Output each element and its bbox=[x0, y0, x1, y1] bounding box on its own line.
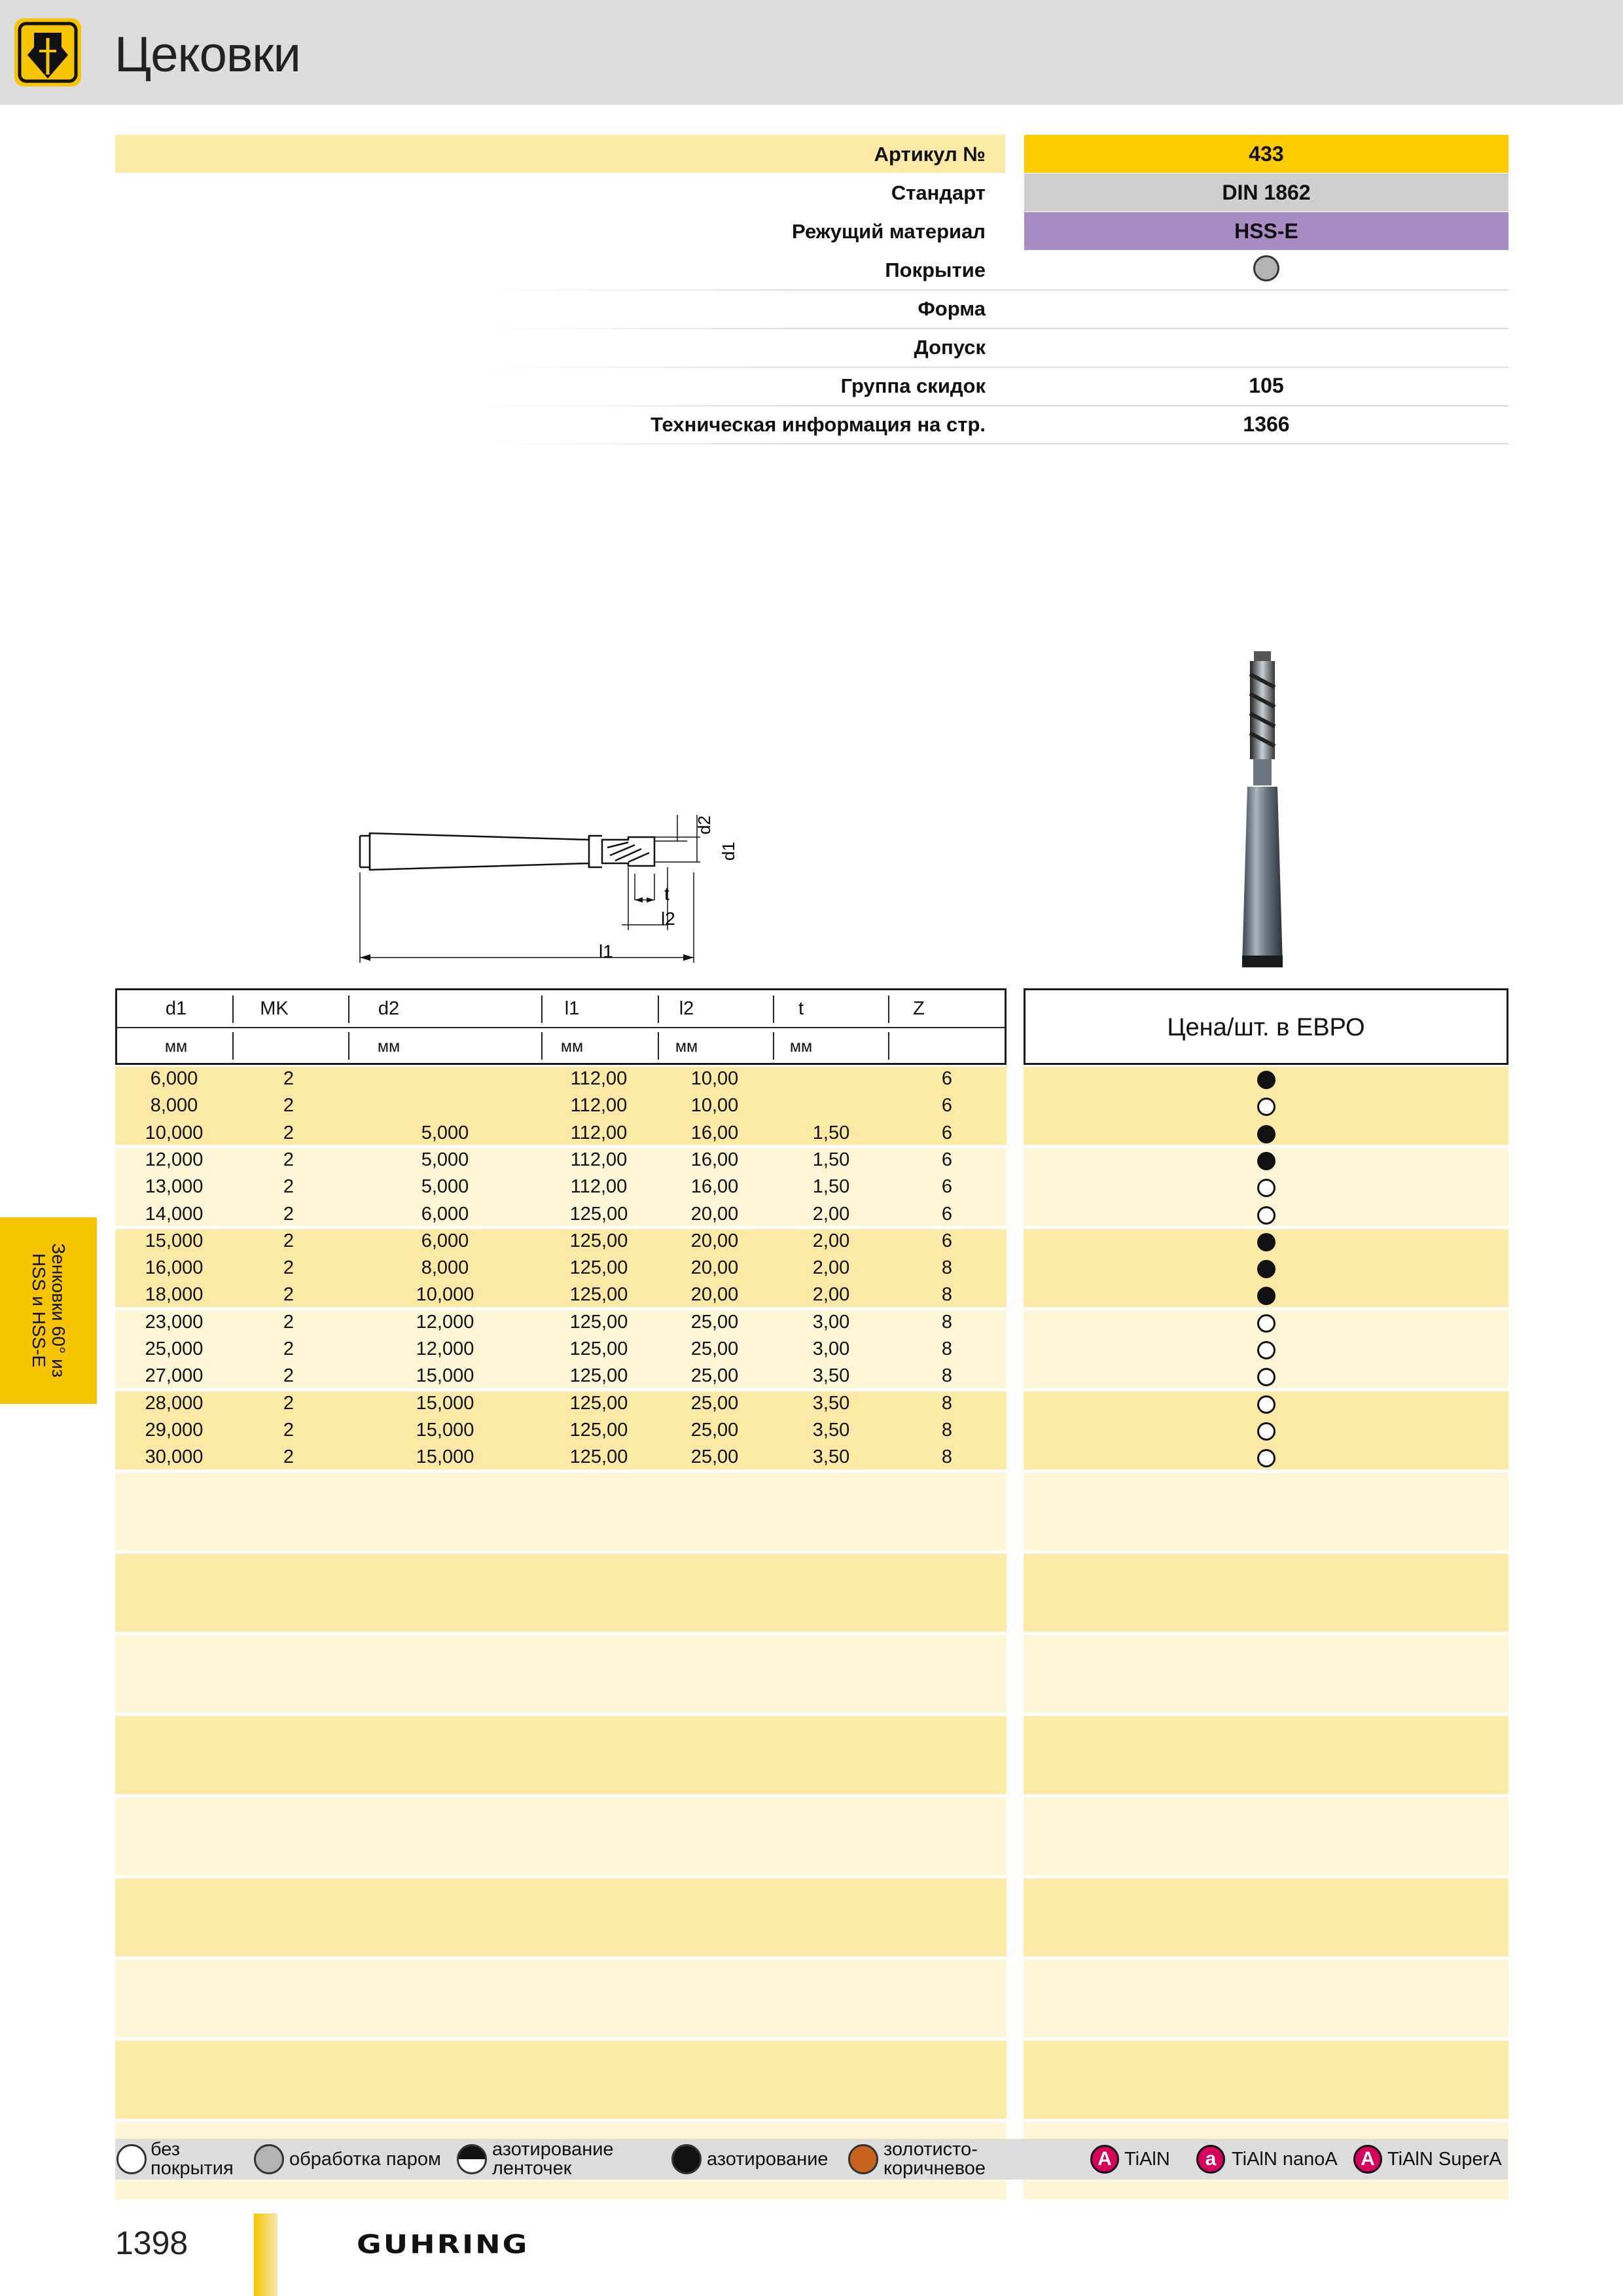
spec-value-tech-info: 1366 bbox=[1243, 412, 1290, 436]
price-band bbox=[1024, 1635, 1508, 1713]
cell-d2: 6,000 bbox=[421, 1203, 469, 1225]
cell-mk: 2 bbox=[283, 1068, 294, 1089]
spec-label-standard: Стандарт bbox=[891, 181, 986, 204]
cell-d1: 6,000 bbox=[150, 1068, 198, 1089]
cell-d2: 12,000 bbox=[416, 1311, 474, 1333]
spec-label-discount-group: Группа скидок bbox=[840, 374, 986, 397]
cell-d2: 15,000 bbox=[416, 1419, 474, 1441]
footer-accent-bar bbox=[254, 2214, 277, 2296]
availability-order-icon bbox=[1257, 1314, 1275, 1333]
availability-order-icon bbox=[1257, 1449, 1275, 1467]
spec-value-standard: DIN 1862 bbox=[1024, 173, 1508, 211]
coating-steam-icon bbox=[1253, 255, 1279, 281]
price-header-label: Цена/шт. в ЕВРО bbox=[1167, 1014, 1365, 1041]
cell-l1: 112,00 bbox=[570, 1068, 628, 1089]
tialn-supera-badge-icon: A bbox=[1353, 2145, 1382, 2174]
cell-z: 6 bbox=[941, 1068, 953, 1089]
tialn-nanoa-badge-icon: a bbox=[1196, 2145, 1225, 2174]
table-band bbox=[115, 1554, 1007, 1632]
cell-d1: 25,000 bbox=[145, 1338, 204, 1359]
price-band bbox=[1024, 2041, 1508, 2119]
cell-l1: 112,00 bbox=[570, 1122, 628, 1143]
spec-label-form: Форма bbox=[918, 297, 986, 320]
cell-l1: 125,00 bbox=[569, 1446, 628, 1468]
cell-mk: 2 bbox=[283, 1203, 294, 1225]
no-coating-icon bbox=[116, 2144, 147, 2174]
cell-z: 8 bbox=[941, 1392, 953, 1414]
cell-t: 3,00 bbox=[812, 1338, 850, 1359]
cell-z: 6 bbox=[941, 1122, 953, 1143]
product-photo bbox=[1217, 648, 1309, 975]
cell-l1: 125,00 bbox=[569, 1392, 628, 1414]
cell-z: 8 bbox=[941, 1446, 953, 1468]
legend-tialn: TiAlN bbox=[1124, 2149, 1170, 2170]
availability-order-icon bbox=[1257, 1179, 1275, 1197]
cell-l2: 25,00 bbox=[690, 1365, 739, 1387]
cell-l1: 125,00 bbox=[569, 1311, 628, 1333]
table-band bbox=[115, 1473, 1007, 1551]
spec-value-cutting-material: HSS-E bbox=[1024, 212, 1508, 250]
cell-mk: 2 bbox=[283, 1419, 294, 1441]
cell-l2: 20,00 bbox=[690, 1284, 739, 1306]
cell-mk: 2 bbox=[283, 1338, 294, 1359]
cell-mk: 2 bbox=[283, 1311, 294, 1333]
cell-t: 2,00 bbox=[812, 1257, 850, 1279]
cell-d2: 15,000 bbox=[416, 1365, 474, 1387]
cell-z: 6 bbox=[941, 1230, 953, 1251]
cell-d2: 5,000 bbox=[421, 1176, 469, 1198]
cell-d1: 16,000 bbox=[145, 1257, 204, 1279]
cell-l2: 25,00 bbox=[690, 1392, 739, 1414]
legend-gold-brown: золотисто- коричневое bbox=[883, 2139, 986, 2179]
cell-l2: 20,00 bbox=[690, 1230, 739, 1251]
cell-l1: 125,00 bbox=[569, 1338, 628, 1359]
spec-label-cutting-material: Режущий материал bbox=[792, 220, 986, 243]
cell-t: 2,00 bbox=[812, 1230, 850, 1251]
cell-l2: 16,00 bbox=[690, 1176, 739, 1198]
cell-l1: 112,00 bbox=[570, 1149, 628, 1170]
cell-z: 6 bbox=[941, 1176, 953, 1198]
unit-l2: мм bbox=[675, 1037, 698, 1056]
availability-stock-icon bbox=[1257, 1125, 1275, 1143]
cell-l2: 16,00 bbox=[690, 1122, 739, 1143]
availability-order-icon bbox=[1257, 1341, 1275, 1359]
cell-mk: 2 bbox=[283, 1095, 294, 1117]
unit-d2: мм bbox=[377, 1037, 401, 1056]
col-header-d1: d1 bbox=[165, 998, 187, 1019]
cell-l2: 10,00 bbox=[690, 1095, 739, 1117]
dim-d2: d2 bbox=[694, 816, 714, 834]
brand-logo: GUHRING bbox=[357, 2229, 529, 2259]
cell-t: 1,50 bbox=[812, 1122, 850, 1143]
cell-l2: 25,00 bbox=[690, 1311, 739, 1333]
nitriding-icon bbox=[671, 2144, 702, 2174]
cell-d2: 6,000 bbox=[421, 1230, 469, 1251]
cell-z: 8 bbox=[941, 1338, 953, 1359]
cell-t: 1,50 bbox=[812, 1149, 850, 1170]
table-band bbox=[115, 1878, 1007, 1956]
cell-l2: 20,00 bbox=[690, 1257, 739, 1279]
table-band bbox=[115, 2041, 1007, 2119]
availability-stock-icon bbox=[1257, 1260, 1275, 1278]
cell-l1: 125,00 bbox=[569, 1203, 628, 1225]
cell-d1: 12,000 bbox=[145, 1149, 204, 1170]
dim-l2: l2 bbox=[661, 908, 675, 929]
dim-t: t bbox=[664, 884, 669, 904]
cell-z: 8 bbox=[941, 1419, 953, 1441]
margin-nitriding-icon bbox=[457, 2144, 487, 2174]
cell-z: 8 bbox=[941, 1284, 953, 1306]
cell-l2: 16,00 bbox=[690, 1149, 739, 1170]
cell-d1: 30,000 bbox=[145, 1446, 204, 1468]
spec-value-discount-group: 105 bbox=[1249, 374, 1284, 397]
spec-label-article: Артикул № bbox=[874, 143, 986, 166]
cell-t: 3,50 bbox=[812, 1419, 850, 1441]
legend-tialn-supera: TiAlN SuperA bbox=[1387, 2149, 1502, 2170]
col-header-d2: d2 bbox=[378, 998, 400, 1019]
spec-label-coating: Покрытие bbox=[885, 259, 986, 281]
availability-order-icon bbox=[1257, 1422, 1275, 1441]
cell-z: 6 bbox=[941, 1095, 953, 1117]
cell-t: 2,00 bbox=[812, 1284, 850, 1306]
cell-t: 2,00 bbox=[812, 1203, 850, 1225]
legend-margin-nitriding: азотирование ленточек bbox=[492, 2139, 614, 2179]
availability-order-icon bbox=[1257, 1206, 1275, 1225]
cell-mk: 2 bbox=[283, 1149, 294, 1170]
col-header-z: Z bbox=[913, 998, 925, 1019]
col-header-l2: l2 bbox=[679, 998, 694, 1019]
cell-l2: 25,00 bbox=[690, 1338, 739, 1359]
page-title: Цековки bbox=[115, 27, 300, 82]
col-header-t: t bbox=[798, 998, 804, 1019]
cell-mk: 2 bbox=[283, 1257, 294, 1279]
cell-z: 6 bbox=[941, 1203, 953, 1225]
cell-l2: 20,00 bbox=[690, 1203, 739, 1225]
availability-stock-icon bbox=[1257, 1152, 1275, 1170]
spec-value-article: 433 bbox=[1024, 135, 1508, 173]
legend-nitriding: азотирование bbox=[707, 2149, 829, 2170]
countersink-tool-icon bbox=[14, 18, 81, 86]
table-band bbox=[115, 1716, 1007, 1794]
cell-d2: 8,000 bbox=[421, 1257, 469, 1279]
dim-d1: d1 bbox=[719, 842, 738, 861]
gold-brown-icon bbox=[848, 2144, 878, 2174]
price-band bbox=[1024, 1473, 1508, 1551]
cell-l1: 112,00 bbox=[570, 1095, 628, 1117]
cell-z: 6 bbox=[941, 1149, 953, 1170]
cell-l1: 125,00 bbox=[569, 1419, 628, 1441]
cell-d1: 29,000 bbox=[145, 1419, 204, 1441]
technical-drawing bbox=[347, 802, 792, 972]
steam-treatment-icon bbox=[254, 2144, 284, 2174]
page-number: 1398 bbox=[115, 2225, 188, 2261]
cell-d2: 12,000 bbox=[416, 1338, 474, 1359]
cell-d2: 10,000 bbox=[416, 1284, 474, 1306]
price-header bbox=[1024, 988, 1508, 1065]
cell-d1: 28,000 bbox=[145, 1392, 204, 1414]
price-band bbox=[1024, 1960, 1508, 2037]
unit-d1: мм bbox=[164, 1037, 188, 1056]
cell-d1: 27,000 bbox=[145, 1365, 204, 1387]
cell-l1: 125,00 bbox=[569, 1257, 628, 1279]
cell-l2: 25,00 bbox=[690, 1446, 739, 1468]
availability-order-icon bbox=[1257, 1395, 1275, 1414]
legend-tialn-nanoa: TiAlN nanoA bbox=[1232, 2149, 1338, 2170]
cell-t: 3,00 bbox=[812, 1311, 850, 1333]
cell-l1: 125,00 bbox=[569, 1230, 628, 1251]
cell-mk: 2 bbox=[283, 1122, 294, 1143]
cell-t: 1,50 bbox=[812, 1176, 850, 1198]
cell-d1: 13,000 bbox=[145, 1176, 204, 1198]
cell-mk: 2 bbox=[283, 1284, 294, 1306]
section-side-tab-label: Зенковки 60° из HSS и HSS-E bbox=[29, 1243, 69, 1378]
unit-l1: мм bbox=[560, 1037, 584, 1056]
legend-steam: обработка паром bbox=[289, 2149, 441, 2170]
price-band bbox=[1024, 1716, 1508, 1794]
cell-d1: 18,000 bbox=[145, 1284, 204, 1306]
cell-d2: 5,000 bbox=[421, 1122, 469, 1143]
unit-t: мм bbox=[789, 1037, 813, 1056]
table-band bbox=[115, 1960, 1007, 2037]
cell-d1: 10,000 bbox=[145, 1122, 204, 1143]
cell-d1: 8,000 bbox=[150, 1095, 198, 1117]
cell-mk: 2 bbox=[283, 1365, 294, 1387]
cell-d1: 15,000 bbox=[145, 1230, 204, 1251]
cell-l1: 125,00 bbox=[569, 1365, 628, 1387]
table-header bbox=[115, 988, 1007, 1065]
cell-d2: 15,000 bbox=[416, 1392, 474, 1414]
cell-mk: 2 bbox=[283, 1230, 294, 1251]
cell-t: 3,50 bbox=[812, 1392, 850, 1414]
cell-d2: 5,000 bbox=[421, 1149, 469, 1170]
dim-l1: l1 bbox=[599, 941, 613, 961]
price-band bbox=[1024, 1878, 1508, 1956]
col-header-l1: l1 bbox=[564, 998, 580, 1019]
spec-label-tolerance: Допуск bbox=[914, 336, 986, 359]
cell-d1: 14,000 bbox=[145, 1203, 204, 1225]
table-band bbox=[115, 1635, 1007, 1713]
legend-no-coating: без покрытия bbox=[151, 2139, 234, 2179]
cell-l2: 10,00 bbox=[690, 1068, 739, 1089]
availability-stock-icon bbox=[1257, 1071, 1275, 1089]
cell-l2: 25,00 bbox=[690, 1419, 739, 1441]
cell-z: 8 bbox=[941, 1365, 953, 1387]
cell-l1: 125,00 bbox=[569, 1284, 628, 1306]
cell-d2: 15,000 bbox=[416, 1446, 474, 1468]
cell-mk: 2 bbox=[283, 1176, 294, 1198]
cell-mk: 2 bbox=[283, 1446, 294, 1468]
price-band bbox=[1024, 1797, 1508, 1875]
cell-mk: 2 bbox=[283, 1392, 294, 1414]
coating-legend bbox=[115, 2139, 1508, 2179]
col-header-mk: MK bbox=[260, 998, 289, 1019]
price-band bbox=[1024, 1554, 1508, 1632]
availability-stock-icon bbox=[1257, 1233, 1275, 1251]
tialn-badge-icon: A bbox=[1090, 2145, 1119, 2174]
cell-z: 8 bbox=[941, 1311, 953, 1333]
cell-l1: 112,00 bbox=[570, 1176, 628, 1198]
spec-label-tech-info: Техническая информация на стр. bbox=[651, 413, 986, 436]
cell-t: 3,50 bbox=[812, 1446, 850, 1468]
cell-z: 8 bbox=[941, 1257, 953, 1279]
cell-t: 3,50 bbox=[812, 1365, 850, 1387]
cell-d1: 23,000 bbox=[145, 1311, 204, 1333]
table-band bbox=[115, 1797, 1007, 1875]
